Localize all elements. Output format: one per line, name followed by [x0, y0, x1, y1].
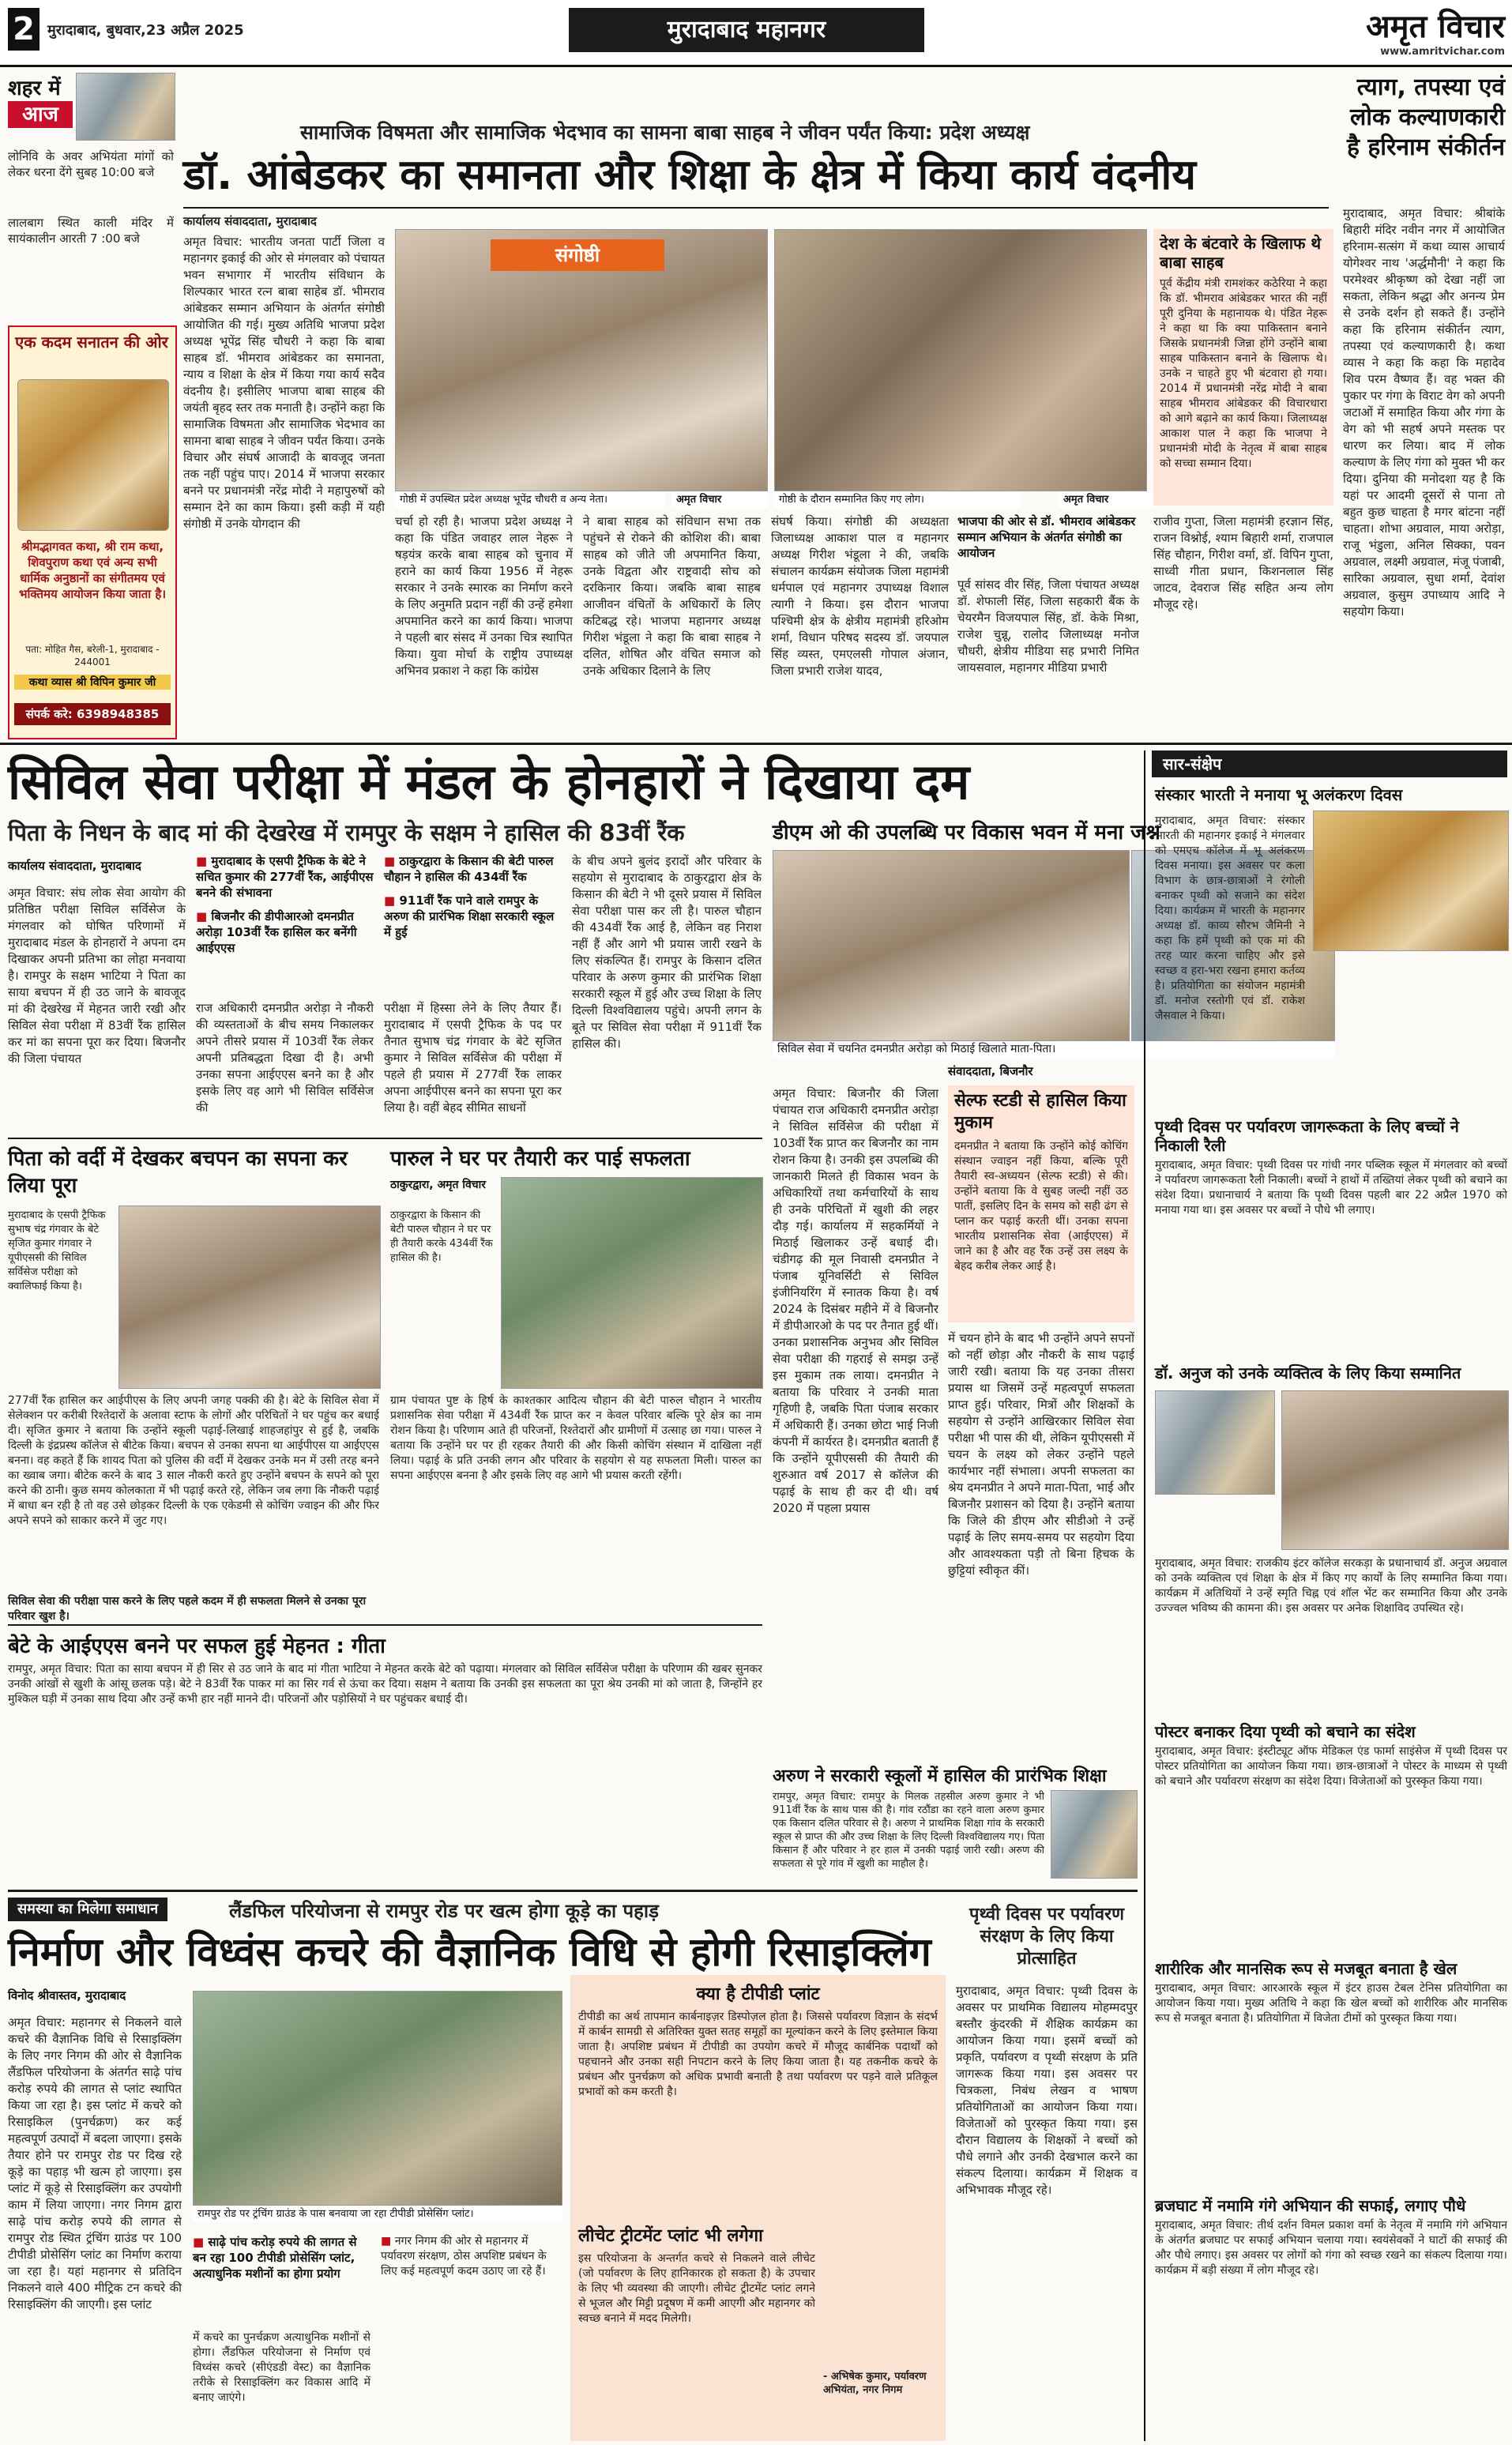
story4-col1: अमृत विचार: बिजनौर की जिला पंचायत राज अधिकारी दमनप्रीत अरोड़ा ने सिविल सर्विसेज की परीक्षा में 103वीं रैंक प्राप्त कर बिजनौर का नाम रोशन किया है। उनकी इस उपलब्धि की जानकारी मिलते ही विकास भवन के अधिकारियों तथा कर्मचारियों के साथ ही उनके परिचितों में खुशी की लहर दौड़ गई। कार्यालय में सहकर्मियों ने मिठाई खिलाकर उन्हें बधाई दी। चंडीगढ़ की मूल निवासी दमनप्रीत ने पंजाब यूनिवर्सिटी से सिविल इंजीनियरिंग में स्नातक किया है। वर्ष 2024 के दिसंबर महीने में वे बिजनौर में डीपीआरओ के पद पर तैनात हुई थीं। उनका प्रशासनिक अनुभव और सिविल सेवा परीक्षा की गहराई से समझ उन्हें इस मुकाम तक लाया। दमनप्रीत ने बताया कि परिवार ने उनकी माता गृहिणी है, जबकि पिता पंजाब सरकार में अधिकारी हैं। उनका छोटा भाई निजी कंपनी में कार्यरत है। दमनप्रीत बताती हैं कि उन्होंने यूपीएससी की तैयारी की शुरुआत वर्ष 2017 से कॉलेज की पढ़ाई के साथ ही कर दी थी। वर्ष 2020 में पहला प्रयास — [773, 1086, 938, 1515]
ad-body: श्रीमद्भागवत कथा, श्री राम कथा, शिवपुराण कथा एवं अन्य सभी धार्मिक अनुष्ठानों का संगीतमय एवं भक्तिमय आयोजन किया जाता है। — [18, 540, 167, 601]
story5-photo — [118, 1206, 381, 1389]
sidebar — [8, 73, 175, 752]
saar-column — [1144, 750, 1509, 2441]
story1-side-body: पूर्व केंद्रीय मंत्री रामशंकर कठेरिया ने कहा कि डॉ. भीमराव आंबेडकर भारत की नहीं पूरी दुनिया के महानायक थे। पंडित नेहरू ने कहा था कि क्या पाकिस्तान बनाने जिसके प्रधानमंत्री जिन्ना होंगे उन्होंने बाबा साहब पाकिस्तान बनाने के खिलाफ थे। उनके न चाहते हुए भी बंटवारा हो गया। 2014 में प्रधानमंत्री नरेंद्र मोदी ने बाबा साहब भीमराव आंबेडकर की विचारधारा को आगे बढ़ाने का कार्य किया। जिलाध्यक्ष आकाश पाल ने कहा कि भाजपा ने प्रधानमंत्री मोदी के नेतृत्व में बाबा साहब को सच्चा सम्मान दिया। — [1160, 277, 1327, 470]
divider — [8, 1890, 1138, 1892]
story9-bullet-1: ■ साढ़े पांच करोड़ रुपये की लागत से बन रहा 100 टीपीडी प्रोसेसिंग प्लांट, अत्याधुनिक मशीनों का होगा प्रयोग — [193, 2235, 357, 2281]
story4-byline: संवाददाता, बिजनौर — [948, 1064, 1033, 1078]
shahar-label: शहर में — [8, 77, 61, 100]
story8-body: रामपुर, अमृत विचार: रामपुर के मिलक तहसील अरुण कुमार ने भी 911वीं रैंक के साथ पास की है। गांव रठौंडा का रहने वाला अरुण कुमार एक किसान दलित परिवार से है। अरुण ने प्राथमिक शिक्षा गांव के सरकारी स्कूल से प्राप्त की और उच्च शिक्षा के लिए दिल्ली विश्वविद्यालय गए। पिता किसान हैं और परिवार ने हर हाल में उनकी पढ़ाई जारी रखी। अरुण की सफलता से पूरे गांव में खुशी का माहौल है। — [773, 1791, 1044, 1870]
story1-col1: अमृत विचार: भारतीय जनता पार्टी जिला व महानगर इकाई की ओर से मंगलवार को पंचायत भवन सभागार में भारतीय संविधान के शिल्पकार भारत रत्न बाबा साहेब डॉ. भीमराव आंबेडकर सम्मान अभियान के अंतर्गत संगोष्ठी आयोजित की गई। मुख्य अतिथि भाजपा प्रदेश अध्यक्ष भूपेंद्र सिंह चौधरी ने कहा कि बाबा साहब डॉ. भीमराव आंबेडकर का समानता, न्याय व शिक्षा के क्षेत्र में किया गया कार्य सदैव वंदनीय है। इसीलिए भाजपा बाबा साहब की जयंती बृहद स्तर तक मनाती है। उन्होंने कहा कि सामाजिक विषमता और सामाजिक भेदभाव का सामना बाबा साहब ने जीवन पर्यंत किया। उनके विचार और संघर्ष आजादी के बावजूद जनता तक नहीं पहुंच पाए। 2014 में भाजपा सरकार बनने पर प्रधानमंत्री नरेंद्र मोदी ने महापुरुषों को सम्मान देने का काम किया। इसी कड़ी में यही संगोष्ठी में उनके योगदान की — [183, 235, 385, 531]
story3-bullet-3: ■ ठाकुरद्वारा के किसान की बेटी पारुल चौहान ने हासिल की 434वीं रैंक — [384, 854, 554, 884]
story1-photo1-caption: गोष्ठी में उपस्थित प्रदेश अध्यक्ष भूपेंद्र चौधरी व अन्य नेता। — [395, 491, 665, 508]
story3-body4: के बीच अपने बुलंद इरादों और परिवार के सहयोग से मुरादाबाद के ठाकुरद्वारा क्षेत्र के किसान की बेटी ने भी दूसरे प्रयास में सिविल सेवा परीक्षा पास कर ली है। पारुल चौहान की 434वीं रैंक आई है, लेकिन वह निराश नहीं हैं और आगे भी प्रयास जारी रखने के लिए संकल्पित हैं। रामपुर के किसान दलित परिवार के अरुण कुमार की प्रारंभिक शिक्षा सरकारी स्कूल में हुई और उच्च शिक्षा के लिए दिल्ली विश्वविद्यालय पहुंचे। अपनी लगन के बूते पर सिविल सेवा परीक्षा में 911वीं रैंक हासिल की। — [572, 854, 762, 1051]
saar-item-body: मुरादाबाद, अमृत विचार: तीर्थ दर्शन विमल प्रकाश वर्मा के नेतृत्व में नमामि गंगे अभियान के अंतर्गत ब्रजघाट पर सफाई अभियान चलाया गया। स्वयंसेवकों ने घाटों की सफाई की और पौधे लगाए। इस अवसर पर लोगों को गंगा को स्वच्छ रखने का संकल्प दिलाया गया। कार्यक्रम में बड़ी संख्या में लोग मौजूद रहे। — [1155, 2219, 1507, 2277]
story1-kicker: सामाजिक विषमता और सामाजिक भेदभाव का सामना बाबा साहब ने जीवन पर्यंत किया: प्रदेश अध्यक्ष — [300, 121, 1030, 144]
story3-byline: कार्यालय संवाददाता, मुरादाबाद — [8, 859, 141, 873]
ad-name: कथा व्यास श्री विपिन कुमार जी — [14, 675, 171, 690]
story5-photo-caption: मुरादाबाद के एसपी ट्रैफिक सुभाष चंद्र गंगवार के बेटे सृजित कुमार गंगवार ने यूपीएससी की सिविल सर्विसेज परीक्षा को क्वालिफाई किया है। — [8, 1209, 106, 1292]
story4-box-head: सेल्फ स्टडी से हासिल किया मुकाम — [954, 1091, 1126, 1133]
story1-col6: राजीव गुप्ता, जिला महामंत्री हरज्ञान सिंह, राजन विश्नोई, श्याम बिहारी शर्मा, राजपाल सिंह चौहान, गिरीश वर्मा, डॉ. विपिन गुप्ता, साध्वी गीता प्रधान, किशनलाल सिंह जाटव, देवराज सिंह सहित अन्य लोग मौजूद रहे। — [1153, 514, 1333, 611]
story3-body1: अमृत विचार: संघ लोक सेवा आयोग की प्रतिष्ठित परीक्षा सिविल सर्विसेज के मंगलवार को घोषित परिणामों में मुरादाबाद मंडल के होनहारों ने अपना दम दिखाकर अपनी प्रतिभा का लोहा मनवाया है। रामपुर के सक्षम भाटिया ने पिता का साया बचपन में ही उठ जाने के बावजूद मां की देखरेख में मेहनत जारी रखी और सिविल सेवा परीक्षा में 83वीं रैंक हासिल कर मां का सपना पूरा कर दिया। बिजनौर की जिला पंचायत — [8, 886, 186, 1066]
sidebar-item-2: लालबाग स्थित काली मंदिर में सायंकालीन आरती 7 :00 बजे — [8, 216, 174, 246]
story1-col4: संघर्ष किया। संगोष्ठी की अध्यक्षता जिलाध्यक्ष आकाश पाल व महानगर अध्यक्ष गिरीश भंडूला ने की, जबकि संचालन कार्यक्रम संयोजक जिला महामंत्री धर्मपाल एवं महानगर उपाध्यक्ष विशाल त्यागी ने किया। इस दौरान भाजपा पश्चिमी क्षेत्र के क्षेत्रीय महामंत्री हरिओम शर्मा, विधान परिषद सदस्य डॉ. जयपाल सिंह व्यस्त, एमएलसी गोपाल अंजान, जिला प्रभारी राजेश यादव, — [771, 514, 949, 678]
story9-kicker: लैंडफिल परियोजना से रामपुर रोड पर खत्म होगा कूड़े का पहाड़ — [229, 1900, 659, 1922]
saar-item-title: डॉ. अनुज को उनके व्यक्तित्व के लिए किया सम्मानित — [1155, 1364, 1461, 1382]
story6-photo-caption: ठाकुरद्वारा के किसान की बेटी पारुल चौहान ने घर पर ही तैयारी करके 434वीं रैंक हासिल की है। — [390, 1209, 493, 1264]
saar-item-0 — [1155, 785, 1507, 804]
saar-item-2 — [1155, 1364, 1507, 1382]
saar-item-title: ब्रजघाट में नमामि गंगे अभियान की सफाई, लगाए पौधे — [1155, 2196, 1466, 2215]
story7-headline: बेटे के आईएएस बनने पर सफल हुई मेहनत : गीता — [8, 1634, 386, 1658]
sangoshthi-banner: संगोष्ठी — [491, 239, 664, 271]
story9-body1: अमृत विचार: महानगर से निकलने वाले कचरे की वैज्ञानिक विधि से रिसाइक्लिंग के लिए नगर निगम की ओर से वैज्ञानिक लैंडफिल परियोजना के अंतर्गत साढ़े पांच करोड़ रुपये की लागत से प्लांट स्थापित किया जा रहा है। इस प्लांट में कचरे को रिसाइकिल (पुनर्चक्रण) कर कई महत्वपूर्ण उत्पादों में बदला जाएगा। इसके तैयार होने पर रामपुर रोड पर दिख रहे कूड़े का पहाड़ भी खत्म हो जाएगा। इस प्लांट में कूड़े से रिसाइक्लिंग कर उपयोगी काम में लिया जाएगा। नगर निगम द्वारा साढ़े पांच करोड़ रुपये की लागत से रामपुर रोड स्थित ट्रंचिंग ग्राउंड पर 100 टीपीडी प्रोसेसिंग प्लांट का निर्माण कराया जा रहा है। यहां महानगर से प्रतिदिन निकलने वाले 400 मीट्रिक टन कचरे की रिसाइक्लिंग की जाएगी। इस प्लांट — [8, 2015, 182, 2311]
story2-body: मुरादाबाद, अमृत विचार: श्रीबांके बिहारी मंदिर नवीन नगर में आयोजित हरिनाम-सत्संग में कथा व्यास आचार्य योगेश्वर नाथ 'अर्द्धमौनी' ने कहा कि परमेश्वर श्रीकृष्ण को देखा नहीं जा सकता, लेकिन श्रद्धा और अनन्य प्रेम से उनके दर्शन हो सकते हैं। उन्होंने कहा कि हरिनाम संकीर्तन त्याग, तपस्या एवं कल्याणकारी है। कथा व्यास ने कहा कि कहा कि महादेव शिव परम वैष्णव हैं। वह भक्त की पुकार पर गंगा के विराट वेग को अपनी जटाओं में समाहित किया और गंगा के वेग को भी सहर्ष अपने मस्तक पर धारण कर लिया। बाद में लोक कल्याण के लिए गंगा को मुक्त भी कर दिया। दुनिया की मनोदशा यह है कि यहां पर आदमी दूसरों से पाना तो बहुत कुछ चाहता है मगर बांटना नहीं चाहता। शोभा अग्रवाल, माया अरोड़ा, राजू भंडुला, अनिल सिक्का, पवन अग्रवाल, लक्ष्मी अग्रवाल, मंजू पंजाबी, सारिका अग्रवाल, सुधा शर्मा, देवांश अग्रवाल, कुसुम उपाध्याय आदि ने सहयोग किया। — [1343, 206, 1505, 619]
story5-body: 277वीं रैंक हासिल कर आईपीएस के लिए अपनी जगह पक्की की है। बेटे के सिविल सेवा में सेलेक्शन पर करीबी रिश्तेदारों के अलावा स्टाफ के लोगों और परिचितों ने घर पहुंच कर बधाई दी। सृजित कुमार ने बताया कि उन्होंने स्कूली पढ़ाई-लिखाई शाहजहांपुर से हुई है, जबकि दिल्ली के इंद्रप्रस्थ कॉलेज से बीटेक किया। बचपन से उनका सपना था आईपीएस या आईएएस बनना। वह कहते हैं कि शायद पिता को पुलिस की वर्दी में देखकर उनके मन में उसी तरह बनने का ख्वाब जगा। बीटेक करने के बाद 3 साल नौकरी करते हुए उन्होंने बचपन के सपने को पूरा करने की ठानी। कुछ समय कोलकाता में भी पढ़ाई करते रहे, लेकिन जब लगा कि नौकरी पढ़ाई में बाधा बन रही है तो वह उसे छोड़कर दिल्ली के एक एकेडमी से कोचिंग ज्वाइन की और फिर अपने सपने को साकार करने में जुट गए। — [8, 1394, 379, 1527]
story9-byline: विनोद श्रीवास्तव, मुरादाबाद — [8, 1988, 126, 2003]
story1-col3: ने बाबा साहब को संविधान सभा तक पहुंचने से रोकने की कोशिश की। बाबा साहब को जीते जी अपमानित किया, उनके विद्वता और राष्ट्रवादी सोच को दरकिनार किया। जबकि बाबा साहब आजीवन वंचितों के अधिकारों के लिए कटिबद्ध रहे। भाजपा महानगर अध्यक्ष गिरीश भंडूला ने कहा कि बाबा साहब ने दलित, शोषित और वंचित समाज को उनके अधिकार दिलाने के लिए — [583, 514, 761, 678]
story1-photo1-credit: अमृत विचार — [671, 491, 768, 508]
story5-headline: पिता को वर्दी में देखकर बचपन का सपना कर लिया पूरा — [8, 1147, 348, 1198]
divider — [0, 743, 1512, 745]
saar-item-body: मुरादाबाद, अमृत विचार: पृथ्वी दिवस पर गांधी नगर पब्लिक स्कूल में मंगलवार को बच्चों ने पर्यावरण जागरूकता रैली निकाली। बच्चों ने हाथों में तख्तियां लेकर पृथ्वी को बचाने का संदेश दिया। प्रधानाचार्य ने बताया कि पृथ्वी दिवस पहली बार 22 अप्रैल 1970 को मनाया गया था। इस अवसर पर बच्चों ने पौधे भी लगाए। — [1155, 1159, 1507, 1217]
story3-bullets-b — [384, 853, 562, 940]
temple-photo — [76, 73, 175, 141]
story4-photo — [773, 850, 1130, 1041]
story6-headline: पारुल ने घर पर तैयारी कर पाई सफलता — [390, 1147, 690, 1171]
story3-headline: सिविल सेवा परीक्षा में मंडल के होनहारों ने दिखाया दम — [8, 753, 970, 811]
story7-body: रामपुर, अमृत विचार: पिता का साया बचपन में ही सिर से उठ जाने के बाद मां गीता भाटिया ने मेहनत करके बेटे को पढ़ाया। मंगलवार को सिविल सर्विसेज परीक्षा के परिणाम की खबर सुनकर उनकी आंखों से खुशी के आंसू छलक पड़े। बेटे ने 83वीं रैंक पाकर मां का सिर गर्व से ऊंचा कर दिया। सक्षम ने बताया कि उनकी इस सफलता का पूरा श्रेय उनकी मां को जाता है, जिन्होंने हर मुश्किल घड़ी में उनका साथ दिया और उन्हें कभी हार नहीं मानने दी। परिजनों और पड़ोसियों ने घर पहुंचकर बधाई दी। — [8, 1663, 762, 1706]
story9-bullet-2: ■ नगर निगम की ओर से महानगर में पर्यावरण संरक्षण, ठोस अपशिष्ट प्रबंधन के लिए कई महत्वपूर्ण कदम उठाए जा रहे हैं। — [381, 2235, 547, 2278]
story3-body3: परीक्षा में हिस्सा लेने के लिए तैयार हैं। मुरादाबाद में एसपी ट्रैफिक के पद पर तैनात सुभाष चंद्र गंगवार के बेटे सृजित कुमार ने सिविल सर्विसेज की परीक्षा में पहले ही प्रयास में 277वीं रैंक लाकर अपना आईपीएस बनने का सपना पूरा कर लिया है। वहीं बेहद सीमित साधनों — [384, 1001, 562, 1115]
story1-side-box — [1153, 229, 1333, 506]
story4-box — [948, 1085, 1134, 1322]
divider — [8, 1624, 762, 1626]
story3-bullet-2: ■ बिजनौर की डीपीआरओ दमनप्रीत अरोड़ा 103वीं रैंक हासिल कर बनेंगी आईएएस — [196, 909, 357, 955]
saar-item-2-photo-b — [1281, 1390, 1509, 1550]
sidebar-ad — [8, 325, 177, 739]
saar-item-3 — [1155, 1722, 1507, 1942]
story2-headline: त्याग, तपस्या एवं लोक कल्याणकारी है हरिनाम संकीर्तन — [1347, 73, 1505, 161]
story9-sign: - अभिषेक कुमार, पर्यावरण अभियंता, नगर निगम — [823, 2371, 927, 2396]
saar-item-body: मुरादाबाद, अमृत विचार: इंस्टीट्यूट ऑफ मेडिकल एंड फार्मा साइंसेज में पृथ्वी दिवस पर पोस्टर प्रतियोगिता का आयोजन किया गया। छात्र-छात्राओं ने पोस्टर के माध्यम से पृथ्वी को बचाने और पर्यावरण संरक्षण का संदेश दिया। विजेताओं को पुरस्कृत किया गया। — [1155, 1745, 1507, 1788]
story9-headline: निर्माण और विध्वंस कचरे की वैज्ञानिक विधि से होगी रिसाइक्लिंग — [8, 1929, 931, 1975]
story1-box-note: भाजपा की ओर से डॉ. भीमराव आंबेडकर सम्मान अभियान के अंतर्गत संगोष्ठी का आयोजन — [957, 514, 1136, 560]
story9-box-body2: इस परियोजना के अन्तर्गत कचरे से निकलने वाले लीचेट (जो पर्यावरण के लिए हानिकारक हो सकता है) के उपचार के लिए भी व्यवस्था की जाएगी। लीचेट ट्रीटमेंट प्लांट लगने से भूजल और मिट्टी प्रदूषण में कमी आएगी और महानगर को स्वच्छ बनाने में मदद मिलेगी। — [578, 2252, 815, 2325]
divider — [8, 1138, 762, 1139]
story9-body2: में कचरे का पुनर्चक्रण अत्याधुनिक मशीनों से होगा। लैंडफिल परियोजना से निर्माण एवं विध्वंस कचरे (सीएंडडी वेस्ट) का वैज्ञानिक तरीके से रिसाइक्लिंग कर विकास आदि में बनाए जाएंगे। — [193, 2331, 370, 2404]
saar-item-1 — [1155, 1117, 1507, 1340]
story9-photo — [193, 1991, 562, 2206]
story1-photo2-caption: गोष्ठी के दौरान सम्मानित किए गए लोग। — [774, 491, 1021, 508]
story3-bullets-a — [196, 853, 374, 956]
divider — [183, 207, 1329, 209]
story3-body2: राज अधिकारी दमनप्रीत अरोड़ा ने नौकरी की व्यस्तताओं के बीच समय निकालकर अपने तीसरे प्रयास में 103वीं रैंक लेकर अपनी प्रतिबद्धता दिखा दी है। अभी उनका सपना आईएएस बनने का है और इसके लिए वह आगे भी सिविल सर्विसेज की — [196, 1001, 374, 1115]
story1-photo-leaders — [395, 229, 768, 491]
saar-item-body: मुरादाबाद, अमृत विचार: आरआरके स्कूल में इंटर हाउस टेबल टेनिस प्रतियोगिता का आयोजन किया गया। मुख्य अतिथि ने कहा कि खेल बच्चों को शारीरिक और मानसिक रूप से मजबूत बनाता है। प्रतियोगिता में विजेता टीमों को पुरस्कृत किया गया। — [1155, 1982, 1507, 2025]
story8-headline: अरुण ने सरकारी स्कूलों में हासिल की प्रारंभिक शिक्षा — [773, 1766, 1107, 1786]
sidebar-item-1: लोनिवि के अवर अभियंता मांगों को लेकर धरना देंगे सुबह 10:00 बजे — [8, 149, 174, 179]
saar-item-body: मुरादाबाद, अमृत विचार: संस्कार भारती की महानगर इकाई ने मंगलवार को एमएच कॉलेज में भू अलंकरण दिवस मनाया। इस अवसर पर कला विभाग के छात्र-छात्राओं ने रंगोली बनाकर पृथ्वी को सजाने का संदेश दिया। कार्यक्रम में भारती के महानगर अध्यक्ष डॉ. काव्य सौरभ जैमिनी ने कहा कि हमें पृथ्वी को एक मां की तरह प्यार करना चाहिए और इसे स्वच्छ व हरा-भरा रखना हमारा कर्तव्य है। प्रतियोगिता का संयोजन महामंत्री डॉ. मनोज रस्तोगी एवं डॉ. राकेश जैसवाल ने किया। — [1155, 814, 1305, 1022]
saar-item-title: पृथ्वी दिवस पर पर्यावरण जागरूकता के लिए बच्चों ने निकाली रैली — [1155, 1117, 1459, 1155]
story9-photo-caption: रामपुर रोड पर ट्रंचिंग ग्राउंड के पास बनवाया जा रहा टीपीडी प्रोसेसिंग प्लांट। — [193, 2206, 562, 2222]
saar-title: सार-संक्षेप — [1152, 750, 1507, 777]
story1-photo-honour — [774, 229, 1147, 491]
story3-bullet-1: ■ मुरादाबाद के एसपी ट्रैफिक के बेटे ने सचित कुमार की 277वीं रैंक, आईपीएस बनने की संभावना — [196, 854, 374, 900]
story4-headline: डीएम ओ की उपलब्धि पर विकास भवन में मना जश्न — [773, 821, 1160, 844]
page-number: 2 — [8, 8, 39, 51]
page-header — [0, 0, 1512, 67]
story5-highlight: सिविल सेवा की परीक्षा पास करने के लिए पहले कदम में ही सफलता मिलने से उनका पूरा परिवार खुश है। — [8, 1595, 367, 1623]
story8-photo — [1051, 1790, 1138, 1879]
ad-phone[interactable]: संपर्क करे: 6398948385 — [14, 703, 171, 725]
story9-box — [570, 1975, 946, 2441]
story1-headline: डॉ. आंबेडकर का समानता और शिक्षा के क्षेत्र में किया कार्य वंदनीय — [183, 151, 1196, 199]
aaj-badge: आज — [8, 101, 73, 128]
story6-photo — [501, 1177, 763, 1389]
saar-item-2-photo-a — [1155, 1390, 1275, 1495]
story9-tag: समस्या का मिलेगा समाधान — [8, 1898, 167, 1921]
saar-item-5 — [1155, 2196, 1507, 2432]
story4-photo-caption: सिविल सेवा में चयनित दमनप्रीत अरोड़ा को मिठाई खिलाते माता-पिता। — [773, 1041, 1335, 1058]
story1-byline: कार्यालय संवाददाता, मुरादाबाद — [183, 214, 317, 228]
saar-item-title: पोस्टर बनाकर दिया पृथ्वी को बचाने का संदेश — [1155, 1722, 1416, 1741]
story6-body: ग्राम पंचायत पुष्ट के हिर्ष के काश्तकार आदित्य चौहान की बेटी पारुल चौहान ने भारतीय प्रशासनिक सेवा परीक्षा में 434वीं रैंक प्राप्त कर न केवल परिवार बल्कि पूरे क्षेत्र का नाम रोशन किया है। परिणाम आते ही परिजनों, रिश्तेदारों और ग्रामीणों में उत्साह छा गया। पारुल ने बताया कि उन्होंने घर पर ही रहकर तैयारी की और किसी कोचिंग संस्थान में दाखिला नहीं लिया। पढ़ाई के प्रति उनकी लगन और परिवार के सहयोग से यह सफलता मिली। पारुल का सपना आईएएस बनना है और इसके लिए वह आगे भी प्रयास करती रहेंगी। — [390, 1394, 762, 1482]
story10-body: मुरादाबाद, अमृत विचार: पृथ्वी दिवस के अवसर पर प्राथमिक विद्यालय मोहम्मदपुर बस्तौर कुंदरकी में शैक्षिक कार्यक्रम का आयोजन किया गया। इसमें बच्चों को प्रकृति, पर्यावरण व पृथ्वी संरक्षण के प्रति जागरूक किया गया। इस अवसर पर चित्रकला, निबंध लेखन व भाषण प्रतियोगिताओं का आयोजन किया गया। विजेताओं को पुरस्कृत किया गया। इस दौरान विद्यालय के शिक्षकों ने बच्चों को पौधे लगाने और उनकी देखभाल करने का संकल्प दिलाया। कार्यक्रम में शिक्षक व अभिभावक मौजूद रहे। — [956, 1984, 1138, 2197]
ad-krishna-image — [17, 379, 169, 531]
story9-box-head: क्या है टीपीडी प्लांट — [696, 1984, 820, 2004]
saar-item-title: शारीरिक और मानसिक रूप से मजबूत बनाता है खेल — [1155, 1959, 1457, 1978]
story4-box-body: दमनप्रीत ने बताया कि उन्होंने कोई कोचिंग संस्थान ज्वाइन नहीं किया, बल्कि पूरी तैयारी स्व-अध्ययन (सेल्फ स्टडी) से की। उन्होंने बताया कि वे सुबह जल्दी नहीं उठ पातीं, इसलिए दिन के समय को सही ढंग से प्लान कर पढ़ाई करती थीं। उनका सपना भारतीय प्रशासनिक सेवा (आईएएस) में जाने का है और वह रैंक उन्हें उस लक्ष्य के बेहद करीब लेकर आई है। — [954, 1140, 1128, 1273]
story3-subhead: पिता के निधन के बाद मां की देखरेख में रामपुर के सक्षम ने हासिल की 83वीं रैंक — [8, 819, 685, 846]
story9-box-subhead: लीचेट ट्रीटमेंट प्लांट भी लगेगा — [578, 2226, 763, 2246]
saar-item-body: मुरादाबाद, अमृत विचार: राजकीय इंटर कॉलेज सरकड़ा के प्रधानाचार्य डॉ. अनुज अग्रवाल को उनके व्यक्तित्व एवं शिक्षा के क्षेत्र में किए गए कार्यों के लिए सम्मानित किया गया। कार्यक्रम में अतिथियों ने उन्हें स्मृति चिह्न एवं शॉल भेंट कर सम्मानित किया और उनके उज्ज्वल भविष्य की कामना की। इस अवसर पर अनेक शिक्षाविद उपस्थित रहे। — [1155, 1557, 1507, 1615]
story1-col5: पूर्व सांसद वीर सिंह, जिला पंचायत अध्यक्ष डॉ. शेफाली सिंह, जिला सहकारी बैंक के चेयरमैन विजयपाल सिंह, डॉ. केके मिश्रा, राजेश चुन्नू, रालोद जिलाध्यक्ष मनोज चौधरी, क्षेत्रीय मीडिया सह प्रभारी निमित जायसवाल, महानगर मीडिया प्रभारी — [957, 577, 1139, 675]
story3-bullet-4: ■ 911वीं रैंक पाने वाले रामपुर के अरुण की प्रारंभिक शिक्षा सरकारी स्कूल में हुई — [384, 893, 555, 939]
story1-col2: चर्चा हो रही है। भाजपा प्रदेश अध्यक्ष ने कहा कि पंडित जवाहर लाल नेहरू ने षड़यंत्र करके बाबा साहब को चुनाव में हराने का कार्य किया 1956 में नेहरू सरकार ने उनके स्मारक का निर्माण करने के लिए अनुमति प्रदान नहीं की उन्हें हमेशा अपमानित करने का कार्य किया। भाजपा ने पहली बार संसद में उनका चित्र स्थापित किया। युवा मोर्चा के राष्ट्रीय उपाध्यक्ष अभिनव प्रकाश ने कहा कि कांग्रेस — [395, 514, 573, 678]
ad-title: एक कदम सनातन की ओर — [15, 333, 168, 352]
story9-box-body: टीपीडी का अर्थ तापमान कार्बनाइज़र डिस्पोज़ल होता है। जिससे पर्यावरण विज्ञान के संदर्भ में कार्बन सामग्री से अतिरिक्त युक्त सतह समूहों का मूल्यांकन करने के लिए इस्तेमाल किया जाता है। अपशिष्ट प्रबंधन में टीपीडी का उपयोग कचरे में मौजूद कार्बनिक पदार्थों को पहचानने और उनका सही निपटान करने के लिए किया जाता है। यह तकनीक कचरे के प्रबंधन और पुनर्चक्रण को अधिक प्रभावी बनाती है तथा पर्यावरण पर पड़ने वाले प्रतिकूल प्रभावों को कम करती है। — [578, 2011, 938, 2098]
story10-headline: पृथ्वी दिवस पर पर्यावरण संरक्षण के लिए किया प्रोत्साहित — [969, 1905, 1124, 1969]
story4-col2: में चयन होने के बाद भी उन्होंने अपने सपनों को नहीं छोड़ा और नौकरी के साथ पढ़ाई जारी रखी। बताया कि यह उनका तीसरा प्रयास था जिसमें उन्हें महत्वपूर्ण सफलता प्राप्त हुई। परिवार, मित्रों और शिक्षकों के सहयोग से उन्होंने आखिरकार सिविल सेवा परीक्षा भी पास की थी, लेकिन यूपीएससी में चयन के लक्ष्य को लेकर उन्होंने पहले कार्यभार नहीं संभाला। अपनी सफलता का श्रेय दमनप्रीत ने अपने माता-पिता, भाई और बिजनौर प्रशासन को दिया है। उन्होंने बताया कि जिले की डीएम और सीडीओ ने उन्हें पढ़ाई के लिए समय-समय पर सहयोग दिया और आवश्यकता पड़ी तो बिना हिचक के छुट्टियां स्वीकृत कीं। — [948, 1331, 1134, 1578]
saar-item-0-photo — [1313, 811, 1509, 951]
section-title: मुरादाबाद महानगर — [569, 8, 924, 52]
brand-logo: अमृत विचार — [1366, 8, 1505, 45]
ad-address: पता: मोहित गैस, बरेली-1, मुरादाबाद - 244001 — [25, 644, 160, 668]
story1-side-head: देश के बंटवारे के खिलाफ थे बाबा साहब — [1160, 234, 1322, 272]
saar-item-4 — [1155, 1959, 1507, 2179]
saar-item-title: संस्कार भारती ने मनाया भू अलंकरण दिवस — [1155, 785, 1403, 804]
dateline: मुरादाबाद, बुधवार,23 अप्रैल 2025 — [47, 22, 244, 39]
story6-byline: ठाकुरद्वारा, अमृत विचार — [390, 1179, 487, 1191]
story1-photo2-credit: अमृत विचार — [1059, 491, 1155, 508]
website-link[interactable]: www.amritvichar.com — [1380, 46, 1505, 58]
